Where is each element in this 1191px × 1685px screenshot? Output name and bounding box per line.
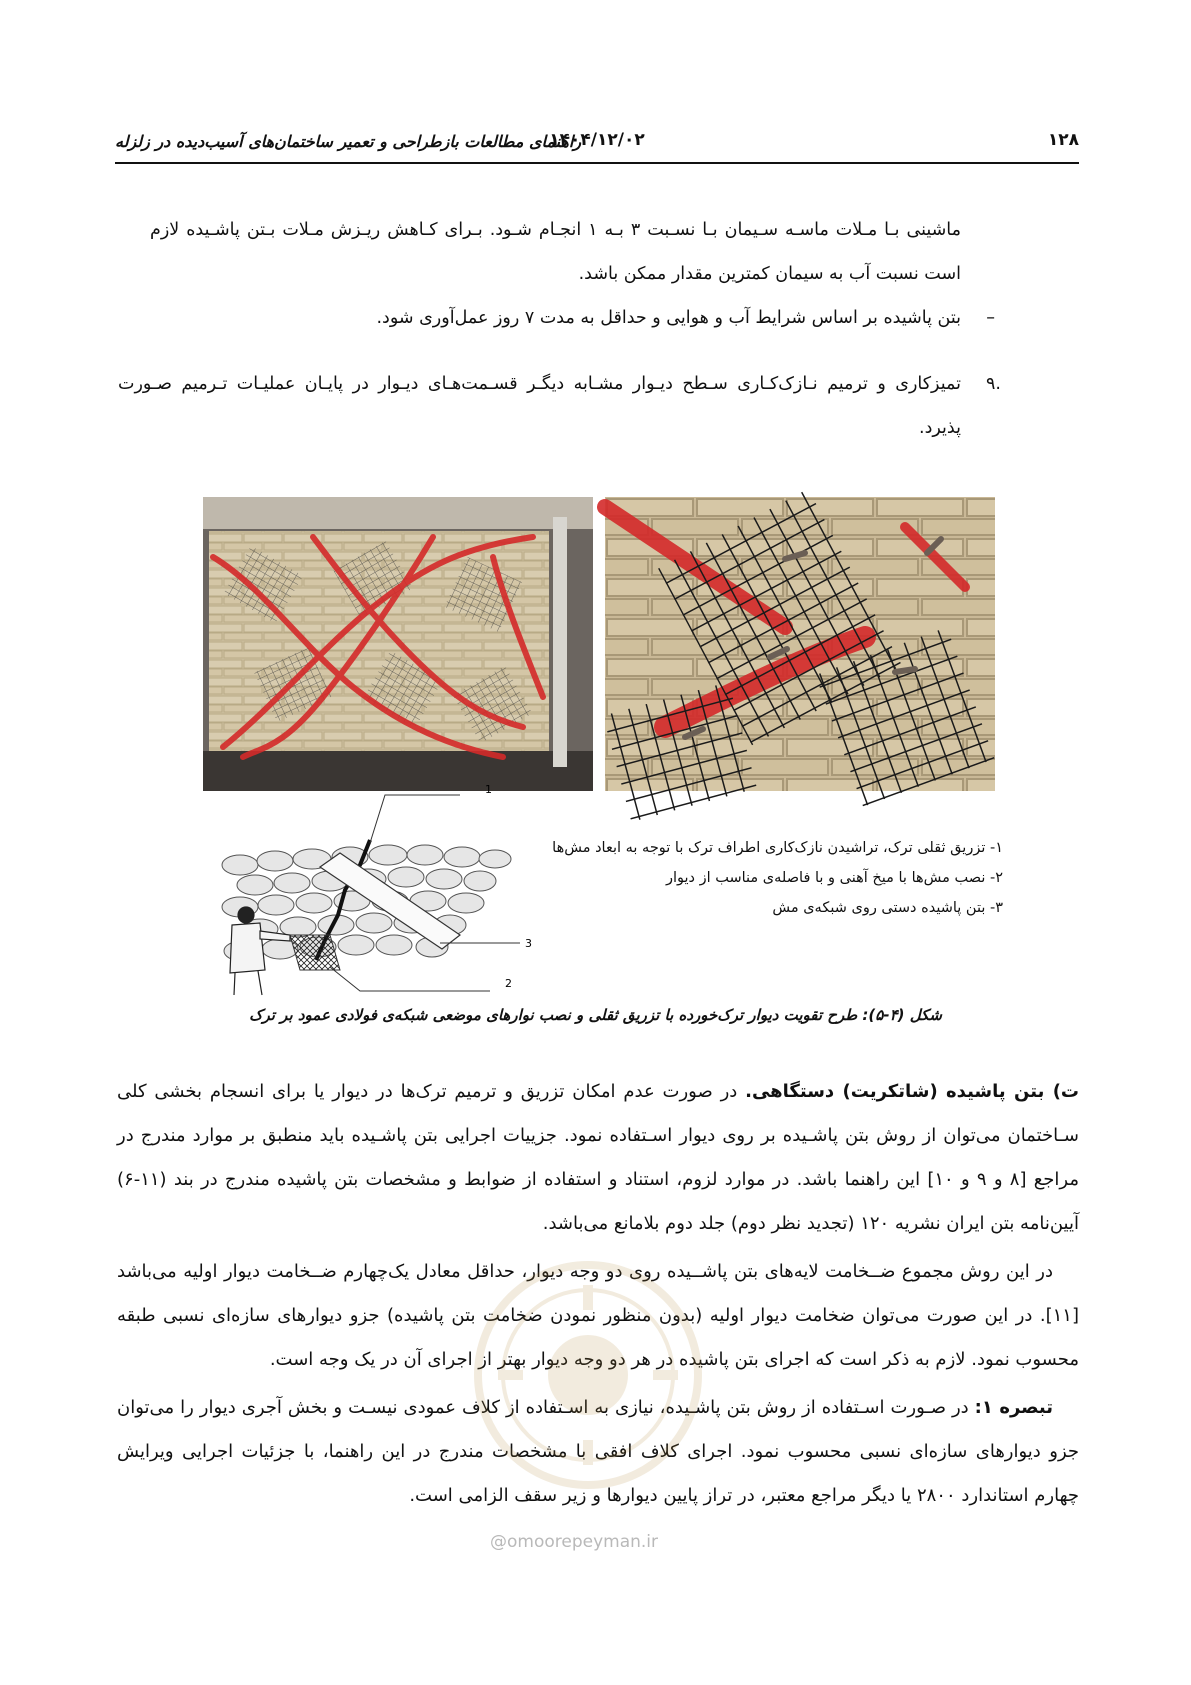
- dash-bullet: –: [986, 308, 995, 328]
- paragraph-thickness: در این روش مجموع ضــخامت لایه‌های بتن پاشــیده روی دو وجه دیوار، حداقل معادل یک‌چهارم ضــخامت دیوار اولیه می‌باشد [۱۱]. در این صورت می‌توان ضخامت دیوار اولیه (بدون منظور نمودن ضخامت بتن پاشیده) جزو دیوارهای سازه‌ای نسبی طبقه محسوب نمود. لازم به ذکر است که اجرای بتن پاشیده در هر دو وجه دیوار بهتر از اجرای آن در یک وجه است.: [117, 1261, 1079, 1370]
- figure-caption: شکل (۴-۵): طرح تقویت دیوار ترک‌خورده با تزریق ثقلی و نصب نوارهای موضعی شبکه‌ی فولادی عمود بر ترک: [249, 1006, 942, 1024]
- note-1-label: تبصره ۱:: [974, 1397, 1054, 1418]
- intro-line-1: ماشینی بـا مـلات ماسـه سـیمان بـا نسـبت ۳ بـه ۱ انجـام شـود. بـرای کـاهش ریـزش مـلات بـتن پاشـیده لازم: [150, 220, 961, 240]
- item-9-number: .۹: [986, 374, 1001, 394]
- callout-1: 1: [485, 783, 492, 796]
- intro-paragraph: [150, 208, 961, 296]
- section-t-paragraph: [117, 1070, 1079, 1246]
- bullet-curing: [150, 296, 995, 340]
- legend-item-2: ۲- نصب مش‌ها با میخ آهنی و با فاصله‌ی مناسب از دیوار: [665, 870, 1003, 886]
- watermark-url: @omoorepeyman.ir: [490, 1532, 659, 1552]
- legend-item-3: ۳- بتن پاشیده دستی روی شبکه‌ی مش: [772, 900, 1003, 916]
- intro-line-2: است نسبت آب به سیمان کمترین مقدار ممکن باشد.: [578, 264, 961, 284]
- item-9-line-1: تمیزکاری و ترمیم نـازک‌کـاری سـطح دیـوار مشـابه دیگـر قسـمت‌هـای دیـوار در پایـان عملیـات تـرمیم صـورت: [118, 374, 961, 394]
- photo-wall-overview: [203, 497, 593, 791]
- section-t-text: در صورت عدم امکان تزریق و ترمیم ترک‌ها در دیوار یا برای انسجام بخشی کلی سـاختمان می‌توان از روش بتن پاشـیده بر روی دیوار اسـتفاده نمود. جزییات اجرایی بتن پاشـیده باید منطبق بر موارد مندرج در مراجع [۸ و ۹ و ۱۰] این راهنما باشد. در موارد لزوم، استناد و استفاده از ضوابط و مشخصات بتن پاشیده مندرج در بند (۱۱-۶) آیین‌نامه بتن ایران نشریه ۱۲۰ (تجدید نظر دوم) جلد دوم بلامانع می‌باشد.: [117, 1081, 1080, 1234]
- watermark-logo: [468, 1255, 708, 1495]
- callout-3: 3: [525, 937, 532, 950]
- legend-item-1: ۱- تزریق ثقلی ترک، تراشیدن نازک‌کاری اطراف ترک با توجه به ابعاد مش‌ها: [552, 840, 1003, 856]
- item-9: [118, 362, 1001, 450]
- page-header: [115, 128, 1079, 164]
- callout-2: 2: [505, 977, 512, 990]
- note-1-text: در صـورت اسـتفاده از روش بتن پاشـیده، نیازی به اسـتفاده از کلاف عمودی نیسـت و بخش آجری دیوار را می‌توان جزو دیوارهای سازه‌ای نسبی محسوب نمود. اجرای کلاف افقی با مشخصات مندرج در این راهنما، با جزئیات اجرایی ویرایش چهارم استاندارد ۲۸۰۰ یا دیگر مراجع معتبر، در تراز پایین دیوارها و زیر سقف الزامی است.: [117, 1397, 1079, 1506]
- header-title: راهنمای مطالعات بازطراحی و تعمیر ساختمان‌های آسیب‌دیده در زلزله: [115, 132, 582, 151]
- item-9-line-2: پذیرد.: [919, 418, 961, 438]
- header-date: ۱۴۰۴/۱۲/۰۲: [549, 130, 645, 150]
- photo-mesh-closeup: [605, 497, 995, 791]
- section-t-label: ت) بتن پاشیده (شاتکریت) دستگاهی.: [745, 1081, 1080, 1102]
- page-number: ۱۲۸: [1047, 130, 1079, 150]
- bullet-text: بتن پاشیده بر اساس شرایط آب و هوایی و حداقل به مدت ۷ روز عمل‌آوری شود.: [376, 308, 961, 328]
- figure-legend: [523, 833, 1003, 923]
